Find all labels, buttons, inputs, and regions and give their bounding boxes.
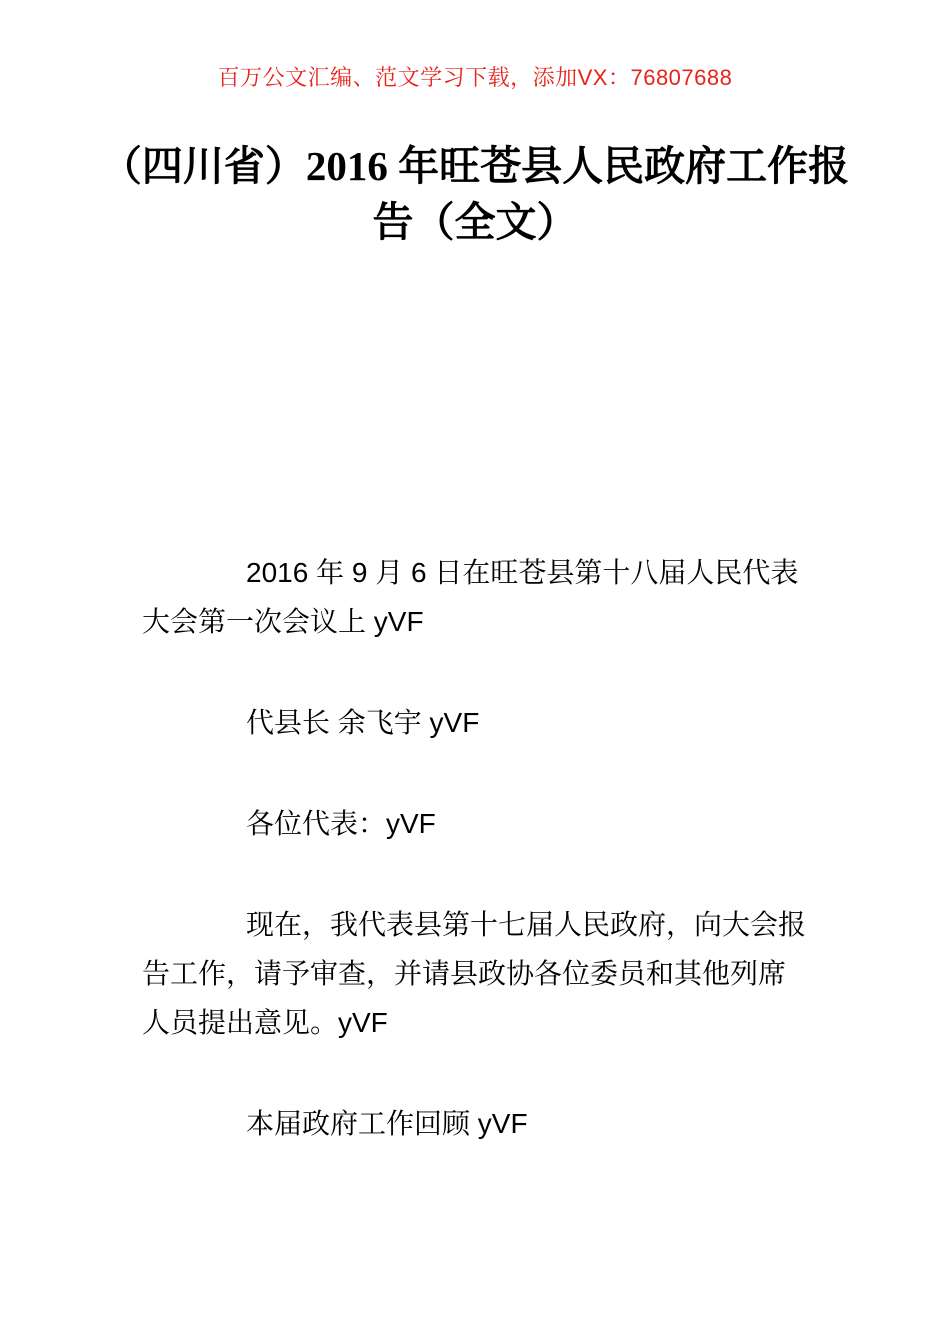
watermark-header xyxy=(0,64,950,92)
document-title xyxy=(0,138,950,250)
paragraph-salutation: 各位代表：yVF xyxy=(246,808,436,839)
paragraph-speaker: 代县长 余飞宇 yVF xyxy=(246,707,480,738)
promo-text: 百万公文汇编、范文学习下载，添加VX：76807688 xyxy=(217,65,733,90)
title-line-1: （四川省）2016 年旺苍县人民政府工作报 xyxy=(100,143,850,189)
paragraph-meeting-info: 2016 年 9 月 6 日在旺苍县第十八届人民代表大会第一次会议上 yVF xyxy=(142,557,799,637)
document-body xyxy=(142,548,812,1200)
paragraph-section-heading: 本届政府工作回顾 yVF xyxy=(246,1108,528,1139)
title-line-2: 告（全文） xyxy=(372,199,578,245)
paragraph-intro: 现在，我代表县第十七届人民政府，向大会报告工作，请予审查，并请县政协各位委员和其他列席人员提出意见。yVF xyxy=(142,909,807,1038)
